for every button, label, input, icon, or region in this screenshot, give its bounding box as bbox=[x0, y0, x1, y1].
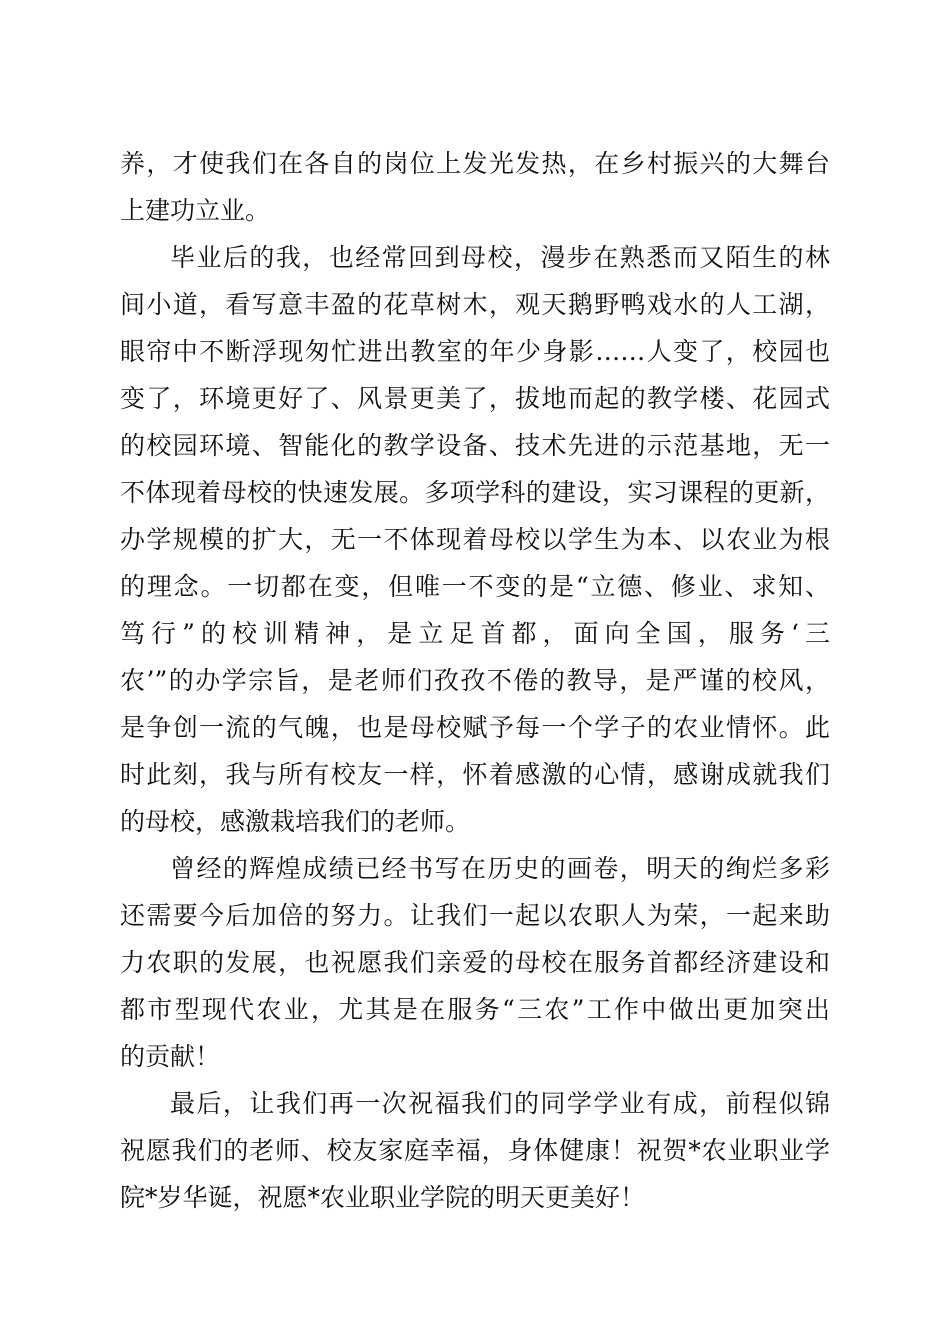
paragraph-3-line-4: 都市型现代农业，尤其是在服务“三农”工作中做出更加突出 bbox=[120, 995, 830, 1024]
paragraph-1-line-2: 上建功立业。 bbox=[120, 196, 271, 225]
paragraph-1-line-1: 养，才使我们在各自的岗位上发光发热，在乡村振兴的大舞台 bbox=[120, 149, 830, 178]
paragraph-2-line-9: 笃行”的校训精神，是立足首都，面向全国，服务‘三 bbox=[120, 619, 830, 648]
paragraph-4-line-1: 最后，让我们再一次祝福我们的同学学业有成，前程似锦 bbox=[170, 1089, 830, 1118]
paragraph-2-line-5: 的校园环境、智能化的教学设备、技术先进的示范基地，无一 bbox=[120, 431, 830, 460]
paragraph-4-line-3: 院*岁华诞，祝愿*农业职业学院的明天更美好！ bbox=[120, 1183, 646, 1212]
paragraph-2-line-13: 的母校，感激栽培我们的老师。 bbox=[120, 807, 471, 836]
paragraph-3-line-1: 曾经的辉煌成绩已经书写在历史的画卷，明天的绚烂多彩 bbox=[170, 854, 830, 883]
paragraph-2-line-10: 农’”的办学宗旨，是老师们孜孜不倦的教导，是严谨的校风， bbox=[120, 666, 830, 695]
paragraph-2-line-6: 不体现着母校的快速发展。多项学科的建设，实习课程的更新， bbox=[120, 478, 830, 507]
paragraph-2-line-11: 是争创一流的气魄，也是母校赋予每一个学子的农业情怀。此 bbox=[120, 713, 830, 742]
paragraph-2-line-7: 办学规模的扩大，无一不体现着母校以学生为本、以农业为根 bbox=[120, 525, 830, 554]
paragraph-4-line-2: 祝愿我们的老师、校友家庭幸福，身体健康！祝贺*农业职业学 bbox=[120, 1136, 830, 1165]
paragraph-3-line-2: 还需要今后加倍的努力。让我们一起以农职人为荣，一起来助 bbox=[120, 901, 830, 930]
paragraph-2-line-8: 的理念。一切都在变，但唯一不变的是“立德、修业、求知、 bbox=[120, 572, 830, 601]
paragraph-3-line-3: 力农职的发展，也祝愿我们亲爱的母校在服务首都经济建设和 bbox=[120, 948, 830, 977]
paragraph-2-line-4: 变了，环境更好了、风景更美了，拔地而起的教学楼、花园式 bbox=[120, 384, 830, 413]
paragraph-2-line-1: 毕业后的我，也经常回到母校，漫步在熟悉而又陌生的林 bbox=[170, 243, 830, 272]
paragraph-2-line-12: 时此刻，我与所有校友一样，怀着感激的心情，感谢成就我们 bbox=[120, 760, 830, 789]
paragraph-2-line-2: 间小道，看写意丰盈的花草树木，观天鹅野鸭戏水的人工湖， bbox=[120, 290, 830, 319]
paragraph-2-line-3: 眼帘中不断浮现匆忙进出教室的年少身影……人变了，校园也 bbox=[120, 337, 830, 366]
paragraph-3-line-5: 的贡献！ bbox=[120, 1042, 221, 1071]
